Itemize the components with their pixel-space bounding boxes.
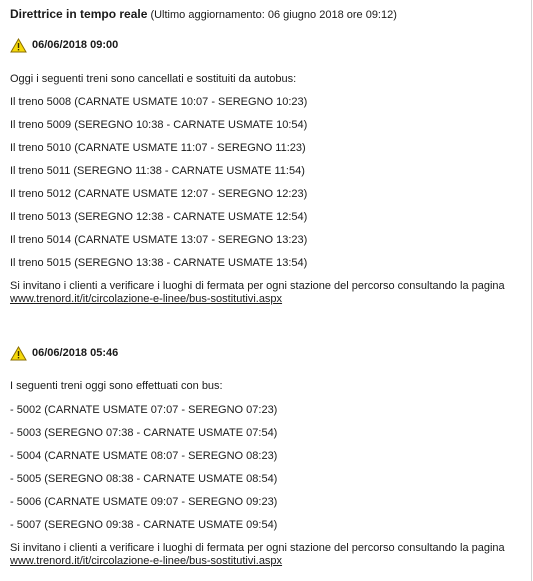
page-title: Direttrice in tempo reale xyxy=(10,7,148,21)
bus-link[interactable]: www.trenord.it/it/circolazione-e-linee/bus-sostitutivi.aspx xyxy=(10,293,283,305)
notice-intro: Oggi i seguenti treni sono cancellati e sostituiti da autobus: xyxy=(10,73,297,85)
notice-intro: I seguenti treni oggi sono effettuati con bus: xyxy=(10,380,223,392)
list-item: - 5002 (CARNATE USMATE 07:07 - SEREGNO 07:23) xyxy=(10,404,278,416)
list-item: - 5007 (SEREGNO 09:38 - CARNATE USMATE 09:54) xyxy=(10,519,278,531)
list-item: Il treno 5008 (CARNATE USMATE 10:07 - SEREGNO 10:23) xyxy=(10,96,308,108)
list-item: - 5005 (SEREGNO 08:38 - CARNATE USMATE 08:54) xyxy=(10,473,278,485)
last-update: (Ultimo aggiornamento: 06 giugno 2018 ore 09:12) xyxy=(150,9,397,21)
warning-icon xyxy=(10,38,27,53)
footer-text: Si invitano i clienti a verificare i luoghi di fermata per ogni stazione del percorso consultando la pagina xyxy=(10,280,505,292)
list-item: Il treno 5010 (CARNATE USMATE 11:07 - SEREGNO 11:23) xyxy=(10,142,306,154)
notice-1 xyxy=(10,38,521,308)
list-item: - 5003 (SEREGNO 07:38 - CARNATE USMATE 07:54) xyxy=(10,427,278,439)
bus-link[interactable]: www.trenord.it/it/circolazione-e-linee/bus-sostitutivi.aspx xyxy=(10,555,283,567)
notice-date: 06/06/2018 09:00 xyxy=(32,39,119,51)
list-item: Il treno 5012 (CARNATE USMATE 12:07 - SEREGNO 12:23) xyxy=(10,188,308,200)
footer-text: Si invitano i clienti a verificare i luoghi di fermata per ogni stazione del percorso consultando la pagina xyxy=(10,542,505,554)
notice-header xyxy=(10,38,521,54)
list-item: Il treno 5014 (CARNATE USMATE 13:07 - SEREGNO 13:23) xyxy=(10,234,308,246)
list-item: Il treno 5009 (SEREGNO 10:38 - CARNATE USMATE 10:54) xyxy=(10,119,308,131)
list-item: Il treno 5013 (SEREGNO 12:38 - CARNATE USMATE 12:54) xyxy=(10,211,308,223)
list-item: - 5006 (CARNATE USMATE 09:07 - SEREGNO 09:23) xyxy=(10,496,278,508)
page-header xyxy=(10,8,397,22)
warning-icon xyxy=(10,346,27,361)
notice-date: 06/06/2018 05:46 xyxy=(32,347,119,359)
list-item: Il treno 5011 (SEREGNO 11:38 - CARNATE USMATE 11:54) xyxy=(10,165,305,177)
notice-footer xyxy=(10,280,510,306)
notice-2 xyxy=(10,346,521,576)
notice-footer xyxy=(10,542,510,568)
notice-header xyxy=(10,346,521,362)
list-item: - 5004 (CARNATE USMATE 08:07 - SEREGNO 08:23) xyxy=(10,450,278,462)
list-item: Il treno 5015 (SEREGNO 13:38 - CARNATE USMATE 13:54) xyxy=(10,257,308,269)
